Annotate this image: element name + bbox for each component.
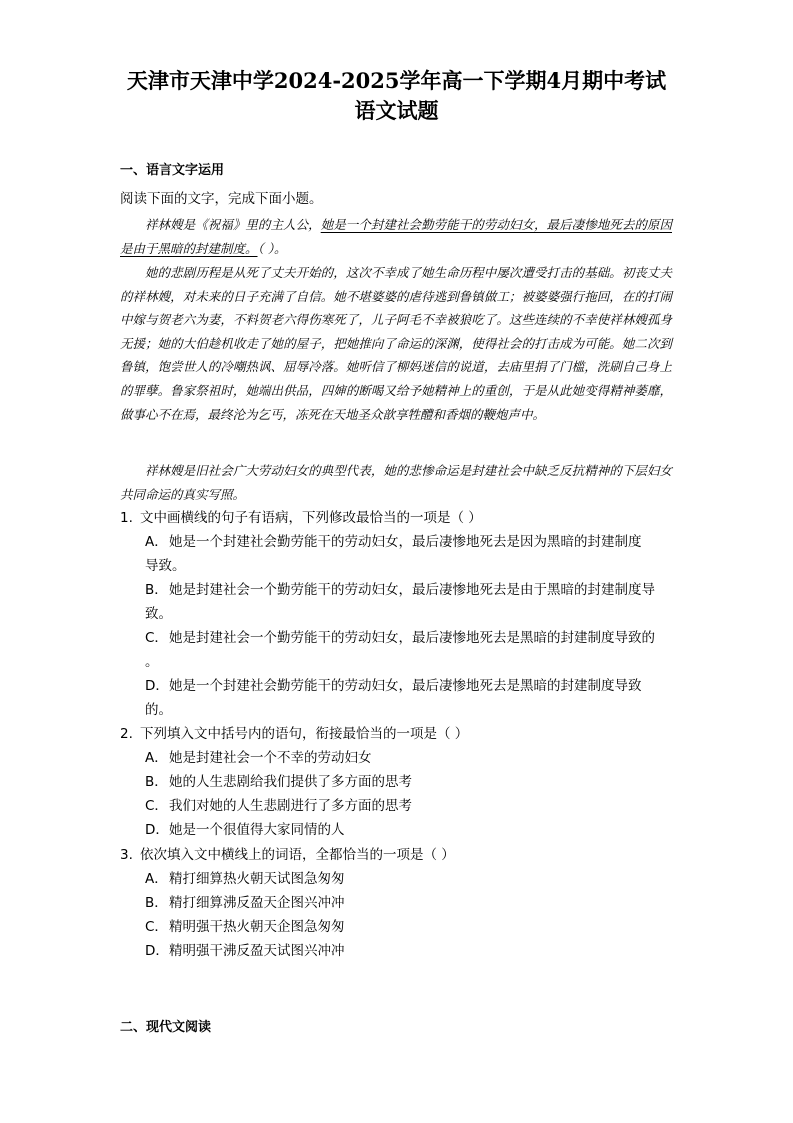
passage-paragraph-2: 她的悲剧历程是从死了丈夫开始的，这次不幸成了她生命历程中屡次遭受打击的基础。初丧丈夫的祥林嫂，对未来的日子充满了自信。她不堪婆婆的虐待逃到鲁镇做工；被婆婆强行拖回，在的打闹中嫁与贺老六为妻，不料贺老六得伤寒死了，儿子阿毛不幸被狼吃了。这些连续的不幸使祥林嫂孤身无援；她的大伯趁机收走了她的屋子，把她推向了命运的深渊，使得社会的打击成为可能。她二次到鲁镇，饱尝世人的冷嘲热讽、屈辱冷落。她听信了柳妈迷信的说道，去庙里捐了门槛，洗刷自己身上的罪孽。鲁家祭祖时，她端出供品，四婶的断喝又给予她精神上的重创，于是从此她变得精神萎靡，做事心不在焉，最终沦为乞丐，冻死在天地圣众歆享牲醴和香烟的鞭炮声中。: [120, 265, 672, 422]
option-text: 她是一个很值得大家同情的人: [169, 822, 345, 838]
option-text: 我们对她的人生悲剧进行了多方面的思考: [169, 798, 412, 814]
option-text-continued: 。: [145, 654, 159, 670]
option-text-continued: 致。: [145, 606, 172, 622]
option-text: 精明强干沸反盈天试图兴冲冲: [169, 943, 345, 959]
option-text-continued: 导致。: [145, 558, 186, 574]
section-heading-1: 一、语言文字运用: [120, 163, 225, 178]
option-label: B．: [145, 774, 168, 790]
question-1-option-c: [145, 626, 680, 674]
question-3: [120, 843, 675, 867]
reading-instruction: 阅读下面的文字，完成下面小题。: [120, 191, 323, 207]
question-1-option-a: [145, 530, 680, 578]
question-3-option-c: [145, 915, 680, 939]
underlined-sentence: 她是一个封建社会勤劳能干的劳动妇女，最后凄惨地死去的原因是由于黑暗的封建制度。: [120, 217, 672, 256]
blank-bracket: （ ）。: [257, 240, 287, 256]
question-2-option-a: [145, 746, 680, 770]
question-number: 3.: [120, 847, 133, 863]
question-2: [120, 722, 675, 746]
question-stem: 文中画横线的句子有语病，下列修改最恰当的一项是（ ）: [140, 510, 482, 526]
question-3-option-b: [145, 891, 680, 915]
option-text-continued: 的。: [145, 702, 172, 718]
question-stem: 依次填入文中横线上的词语，全都恰当的一项是（ ）: [140, 847, 455, 863]
option-label: D．: [145, 678, 169, 694]
document-subtitle: 语文试题: [354, 98, 439, 123]
passage-text: 祥林嫂是《祝福》里的主人公，: [145, 217, 321, 232]
question-1: [120, 506, 675, 530]
question-number: 2.: [120, 726, 133, 742]
option-text: 她是一个封建社会勤劳能干的劳动妇女，最后凄惨地死去是黑暗的封建制度导致: [169, 678, 642, 694]
question-stem: 下列填入文中括号内的语句，衔接最恰当的一项是（ ）: [140, 726, 469, 742]
question-3-option-a: [145, 867, 680, 891]
option-label: B．: [145, 895, 168, 911]
option-text: 她是封建社会一个勤劳能干的劳动妇女，最后凄惨地死去是黑暗的封建制度导致的: [169, 630, 655, 646]
option-text: 精打细算沸反盈天企图兴冲冲: [169, 895, 345, 911]
option-label: B．: [145, 582, 168, 598]
option-text: 她的人生悲剧给我们提供了多方面的思考: [169, 774, 412, 790]
question-1-option-d: [145, 674, 680, 722]
question-2-option-b: [145, 770, 680, 794]
option-label: D．: [145, 943, 169, 959]
section-heading-2: 二、现代文阅读: [120, 1020, 212, 1035]
option-label: A．: [145, 534, 168, 550]
option-label: D．: [145, 822, 169, 838]
option-text: 她是封建社会一个不幸的劳动妇女: [169, 750, 372, 766]
option-label: C．: [145, 798, 168, 814]
option-text: 她是一个封建社会勤劳能干的劳动妇女，最后凄惨地死去是因为黑暗的封建制度: [169, 534, 642, 550]
option-label: C．: [145, 919, 168, 935]
option-text: 她是封建社会一个勤劳能干的劳动妇女，最后凄惨地死去是由于黑暗的封建制度导: [169, 582, 655, 598]
question-3-option-d: [145, 939, 680, 963]
option-text: 精打细算热火朝天试图急匆匆: [169, 871, 345, 887]
question-2-option-c: [145, 794, 680, 818]
question-2-option-d: [145, 818, 680, 842]
option-label: C．: [145, 630, 168, 646]
question-1-option-b: [145, 578, 680, 626]
passage-paragraph-1: [120, 213, 672, 260]
option-label: A．: [145, 750, 168, 766]
document-title: 天津市天津中学2024-2025学年高一下学期4月期中考试: [126, 68, 667, 93]
passage-paragraph-3: 祥林嫂是旧社会广大劳动妇女的典型代表，她的悲惨命运是封建社会中缺乏反抗精神的下层妇女共同命运的真实写照。: [120, 463, 672, 502]
option-text: 精明强干热火朝天企图急匆匆: [169, 919, 345, 935]
question-number: 1.: [120, 510, 133, 526]
option-label: A．: [145, 871, 168, 887]
